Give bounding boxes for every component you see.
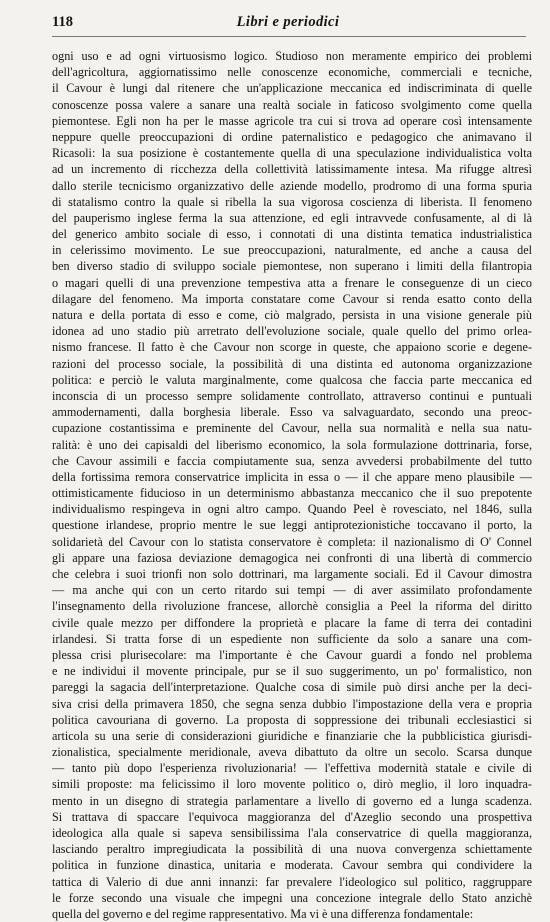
text-line: ottimisticamente fiducioso in un determinismo abbastanza meccanico che il suo prepotente — [52, 486, 532, 501]
text-line: civile quale mezzo per diffondere la proprietà e placare la fame di terra dei contadini — [52, 615, 532, 630]
text-line: inconscia di un processo sempre solidamente controllato, attraverso continui e puntuali — [52, 388, 532, 403]
text-line: ideologica alla quale si sapeva sensibilissima l'ala conservatrice di quella maggioranza, — [52, 826, 532, 840]
text-line: tattica di Valerio di due anni innanzi: far prevalere l'ideologico sul politico, raggruppare — [52, 874, 532, 889]
text-line: cupazione costantissima e preminente del Cavour, nella sua normalità e nella sua natu- — [52, 421, 532, 436]
body-text — [52, 48, 532, 922]
text-line: questione irlandese, proprio mentre le sue leggi antiprotezionistiche toccavano il porto, la — [52, 518, 532, 533]
text-line: ralità: è uno dei capisaldi del liberismo economico, la sola formulazione dottrinaria, forse, — [52, 437, 532, 452]
text-line: pareggi la sagacia dell'interpretazione. Qualche cosa di simile può dirsi anche per la deci- — [52, 680, 532, 695]
text-line: solidarietà del Cavour con lo statista conservatore è completa: il nazionalismo di O' Connel — [52, 534, 532, 549]
text-line: politica in funzione dinastica, unitaria e moderata. Cavour sembra qui condividere la — [52, 858, 532, 873]
text-line: Si trattava di spaccare l'equivoca maggioranza del d'Azeglio secondo una prospettiva — [52, 809, 532, 824]
text-line: e ne individui il movente principale, pur se il suo suggerimento, un po' formalistico, non — [52, 664, 532, 679]
text-line: nismo francese. Il fatto è che Cavour non scorge in queste, che appaiono scorie e degene- — [52, 340, 532, 355]
text-line: dilagare del fenomeno. Ma importa constatare come Cavour si renda esatto conto della — [52, 291, 532, 306]
text-line: dell'agricoltura, aggiornatissimo nelle conoscenze economiche, commerciali e tecniche, — [52, 65, 532, 80]
text-line: o magari quelli di una prevenzione tempestiva atta a frenare le conseguenze di un cieco — [52, 275, 532, 290]
text-line: — ma anche qui con un certo ritardo sui tempi — di aver assimilato profondamente — [52, 583, 532, 598]
text-line: articola su una serie di considerazioni giuridiche e finanziarie che la pubblicistica giurisdi- — [52, 728, 532, 743]
text-line: l'insegnamento della rivoluzione francese, allorchè consiglia a Peel la riforma del diritto — [52, 599, 532, 614]
text-line: che celebra i suoi trionfi non solo dottrinari, ma largamente sociali. Ed il Cavour dimostra — [52, 567, 532, 581]
text-line: ad un incremento di ricchezza della collettività latissimamente intesa. Ma rifugge altresì — [52, 162, 532, 177]
text-line: gli appare una faziosa deviazione demagogica nei confronti di una libertà di commercio — [52, 550, 532, 565]
text-line: del generico ambito sociale di esso, i connotati di una distinta tematica industrialistica — [52, 227, 532, 242]
text-line: di statalismo contro la quale si ribella la sua vigorosa coscienza di liberista. Il fenomeno — [52, 194, 532, 209]
text-line: ben diverso stadio di sviluppo sociale piemontese, non superano i limiti della filantropia — [52, 259, 532, 274]
text-line: individualismo respingeva in ogni altro campo. Quando Peel è rovesciato, nel 1846, sulla — [52, 502, 532, 517]
text-line: il Cavour è lungi dal ritenere che un'applicazione meccanica ed indiscriminata di quelle — [52, 81, 532, 96]
text-line: siva crisi della primavera 1850, che segna senza dubbio l'impostazione della vera e propria — [52, 696, 532, 711]
text-line: zionalistica, specialmente meridionale, aveva dibattuto da oltre un secolo. Scarsa dunque — [52, 745, 532, 760]
page-header — [52, 14, 526, 37]
text-line: politica cavouriana di governo. La proposta di soppressione dei tribunali ecclesiastici si — [52, 712, 532, 727]
text-line: irlandesi. Si tratta forse di un espediente non sufficiente da solo a sanare una com- — [52, 631, 532, 646]
text-line: dallo sterile tecnicismo organizzativo delle aziende modello, prodromo di una forma spuria — [52, 178, 532, 193]
text-line: politica: e perciò le valuta marginalmente, come qualcosa che faccia parte meccanica ed — [52, 372, 532, 387]
text-line: conoscenze possa valere a sanare una realtà sociale in faticoso svolgimento come quella — [52, 97, 532, 112]
text-line: quella del governo e del regime rappresentativo. Ma vi è una differenza fondamentale: — [52, 906, 474, 921]
text-line: razioni del processo sociale, la possibilità di una distinta ed autonoma organizzazione — [52, 356, 532, 371]
text-line: plessa crisi plurisecolare: ma l'importante è che Cavour guardi a fondo nel problema — [52, 647, 532, 662]
text-line: che Cavour assimili e faccia compiutamente sua, senza avvedersi probabilmente del tutto — [52, 453, 532, 468]
text-line: — tanto più dopo l'esperienza rivoluzionaria! — l'effettiva modernità statale e civile di — [52, 761, 532, 776]
running-title: Libri e periodici — [236, 14, 340, 30]
text-line: idonea ad uno stadio più arretrato dell'evoluzione sociale, quale quello del primo orlea- — [52, 324, 532, 339]
text-line: del pauperismo inglese ferma la sua attenzione, ed egli intravvede confusamente, al di là — [52, 210, 532, 225]
text-line: natura e della portata di esso e come, ciò malgrado, persista in una visione generale più — [52, 308, 532, 322]
text-line: ogni uso e ad ogni virtuosismo logico. Studioso non meramente empirico dei problemi — [52, 49, 532, 63]
text-line: della fortissima remora conservatrice implicita in essa o — il che appare meno plausibile — — [52, 469, 532, 484]
text-line: ammodernamenti, dalla borghesia liberale. Esso va salvaguardato, secondo una preoc- — [52, 405, 532, 420]
text-line: lasciando peraltro impregiudicata la possibilità di una nuova convergenza schiettamente — [52, 842, 532, 857]
text-line: simili proposte: ma felicissimo il loro movente politico o, dirò meglio, il loro inquadra- — [52, 777, 532, 792]
text-line: Ricasoli: la sua posizione è costantemente quella di una speculazione individualistica volta — [52, 146, 532, 161]
page-number: 118 — [52, 14, 73, 30]
text-line: in celerissimo movimento. Le sue preoccupazioni, naturalmente, ed anche a causa del — [52, 243, 532, 258]
text-line: le forze secondo una visuale che impegni una concezione integrale dello Stato anzichè — [52, 890, 532, 905]
text-line: piemontese. Egli non ha per le masse agricole tra cui si trova ad operare così intensamente — [52, 113, 532, 128]
text-line: mento in un disegno di strategia parlamentare a livello di governo ed a lunga scadenza. — [52, 793, 532, 808]
text-line: neppure quelle preoccupazioni di ordine paternalistico e pedagogico che animavano il — [52, 129, 532, 144]
